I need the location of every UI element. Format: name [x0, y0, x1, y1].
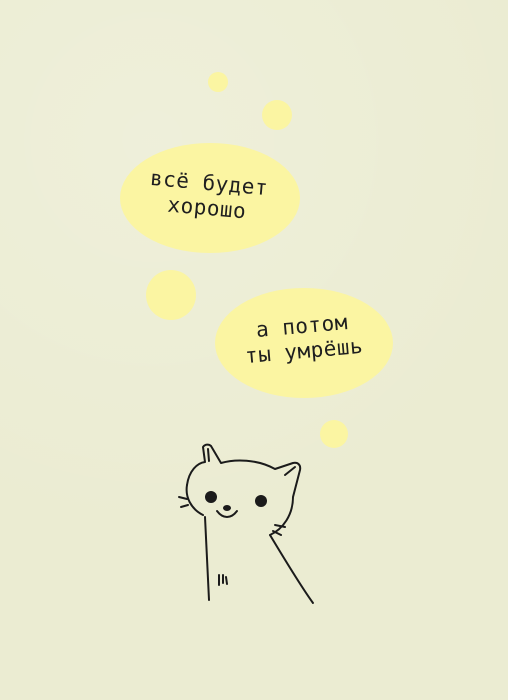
cat-left-whisker-1 — [179, 497, 187, 499]
thought-dot-tiny — [208, 72, 228, 92]
cat-right-inner-ear — [285, 467, 295, 475]
cat-body-right — [270, 535, 313, 603]
cat-nose — [223, 505, 231, 511]
cat-smile — [217, 511, 237, 517]
cat-left-cheek — [187, 485, 203, 515]
cat-left-eye — [205, 491, 217, 503]
cat-head-outline — [187, 445, 300, 535]
speech-line-2a: а потом — [254, 310, 349, 343]
cat-right-eye — [255, 495, 267, 507]
speech-line-1a: всё будет — [149, 165, 270, 201]
cat-left-inner-ear — [208, 449, 209, 461]
cat-illustration — [175, 435, 325, 610]
thought-dot-medium — [146, 270, 196, 320]
cat-body-left — [205, 517, 209, 600]
thought-dot-small — [262, 100, 292, 130]
speech-line-2b: ты умрёшь — [244, 333, 365, 369]
cat-left-whisker-2 — [181, 505, 188, 507]
cat-paw-mark-3 — [226, 577, 227, 584]
speech-line-1b: хорошо — [166, 192, 248, 224]
